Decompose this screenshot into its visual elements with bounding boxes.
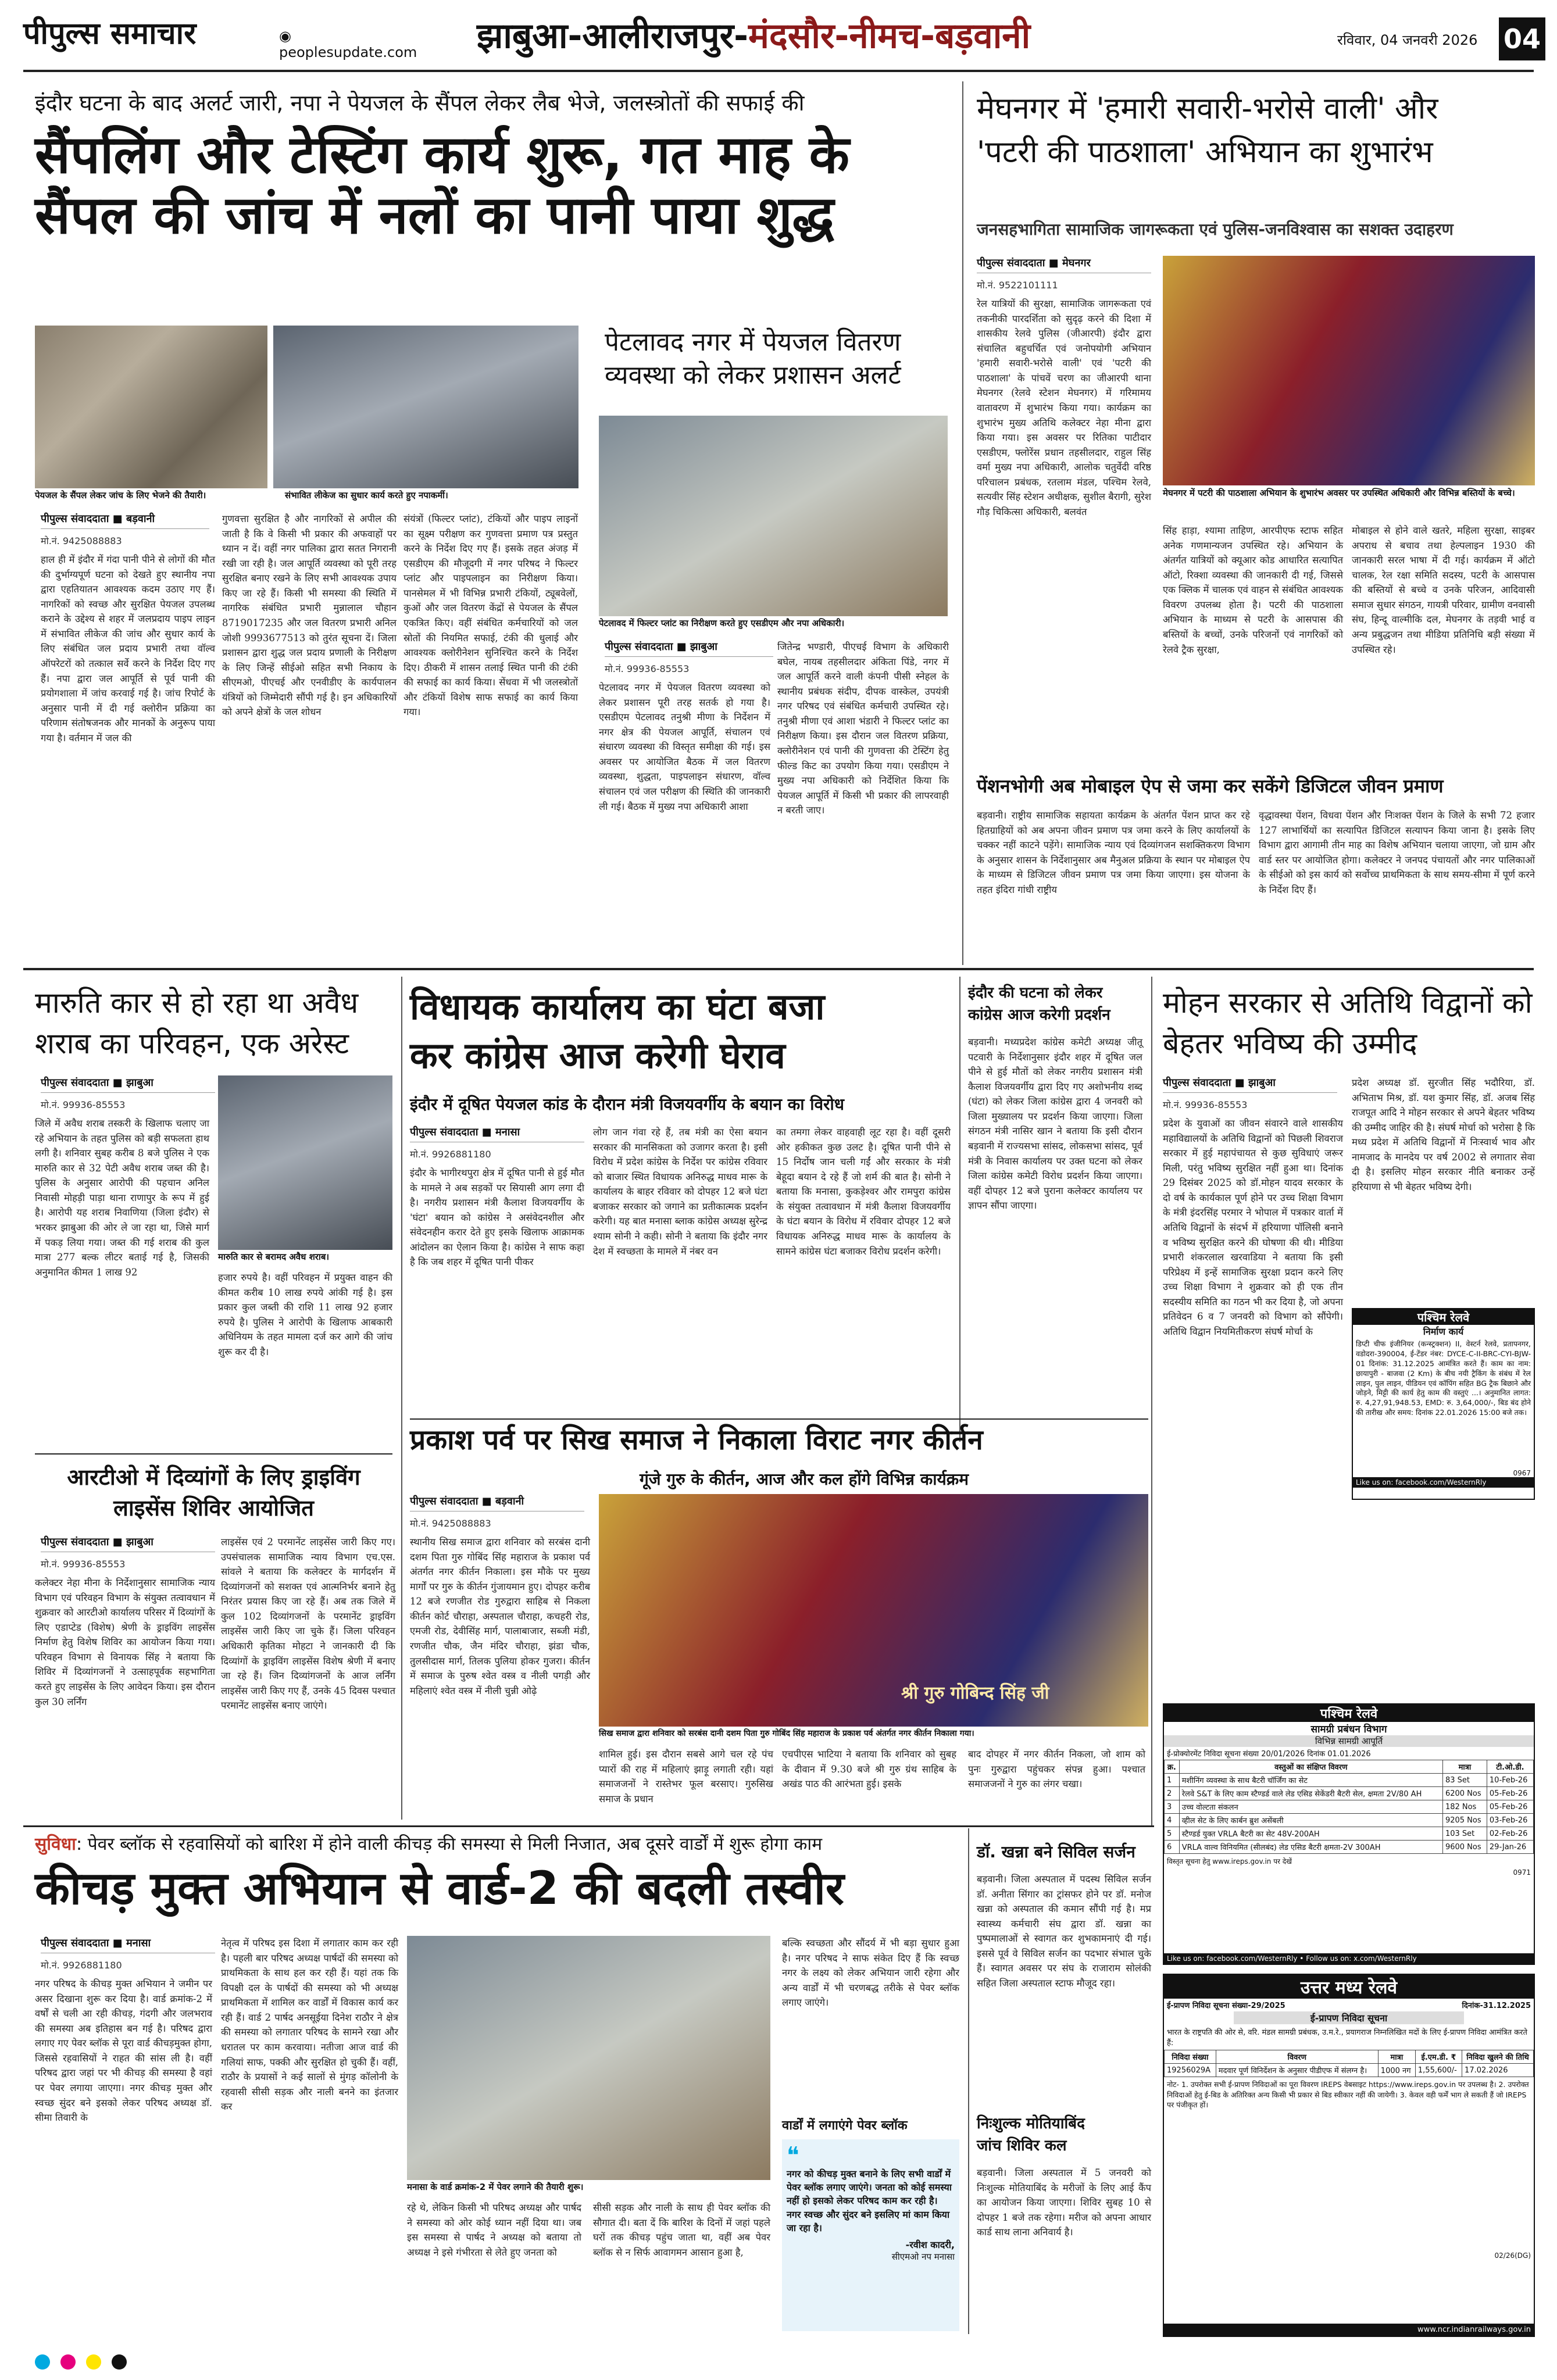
edition-part1: झाबुआ-आलीराजपुर- bbox=[477, 16, 749, 56]
logo bbox=[23, 12, 279, 58]
rto-col1: कलेक्टर नेहा मीना के निर्देशानुसार सामाजिक न्याय विभाग एवं परिवहन विभाग के संयुक्त तत्वावधान में शुक्रवार को आरटीओ कार्यालय परिसर में दिव्यांगों के लिए एडाप्टेड (विशेष) श्रेणी के ड्राइविंग लाइसेंस निर्माण हेतु विशेष शिविर का आयोजन किया गया। परिवहन विभाग से विनायक सिंह ने बताया कि शिविर में दिव्यांगजनों ने उत्साहपूर्वक सहभागिता करते हुए लाइसेंस के लिए आवेदन किया। इस दौरान कुल 30 लर्निंग bbox=[35, 1577, 215, 1707]
date: रविवार, 04 जनवरी 2026 bbox=[1337, 32, 1478, 48]
meghnagar-col3: मोबाइल से होने वाले खतरे, महिला सुरक्षा, साइबर अपराध से बचाव तथा हेल्पलाइन 1930 की जानकारी सरल भाषा में दी गई। कार्यक्रम में ऑटो चालक, रेल रक्षा समिति सदस्य, पटरी के आसपास की बस्तियों से बच्चे व उनके परिजन, आदिवासी समाज सुधार संगठन, गायत्री परिवार, ग्रामीण वनवासी संघ, हिन्दू वाल्मीकि दल, मेघनगर के तड़वी भाई व अन्य प्रबुद्धजन तथा मीडिया प्रतिनिधि बड़ी संख्या में उपस्थित रहे। bbox=[1352, 525, 1535, 655]
lead-col2: गुणवत्ता सुरक्षित है और नागरिकों से अपील की जाती है कि वे किसी भी प्रकार की अफवाहों पर ध्यान न दें। वहीं नगर पालिका द्वारा सतत निगरानी रखी जा रही है। जल आपूर्ति व्यवस्था को पूरी तरह सुरक्षित बनाए रखने के लिए सभी आवश्यक उपाय किए जा रहे हैं। किसी भी समस्या की स्थिति में नागरिक संबंधित प्रभारी मुन्नालाल चौहान 8719017235 और जल वितरण प्रभारी अनिल जोशी 9993677513 को तुरंत सूचना दें। जिला प्रशासन द्वारा शुद्ध जल प्रदाय प्रणाली के निरीक्षण के लिए जिन्हें सीईओ सहित सभी निकाय के सीएमओ, पीएचई और एनवीडीए के कार्यपालन यंत्रियों को जिम्मेदारी सौंपी गई है। इन अधिकारियों को अपने क्षेत्रों के जल शोधन bbox=[222, 513, 397, 718]
table-header: वस्तुओं का संक्षिप्त विवरण bbox=[1179, 1760, 1442, 1774]
cr-note: नोट- 1. उपरोक्त सभी ई-प्रापण निविदाओं का पूरा विवरण IREPS वेबसाइट https://www.ireps.gov.in पर उपलब्ध है। 2. उपरोक्त निविदाओं हेतु ई-बिड के अतिरिक्त अन्य किसी भी प्रकार से बिड स्वीकार नहीं की जायेगी। 3. केवल वही फर्में भाग ले सकती हैं जो IREPS पर पंजीकृत हों। bbox=[1167, 2080, 1529, 2109]
column-divider-2 bbox=[401, 977, 402, 1820]
cr-tender bbox=[1163, 1974, 1535, 2337]
lead-photo-1 bbox=[35, 326, 267, 488]
maruti-mobile: मो.नं. 99936-85553 bbox=[41, 1099, 126, 1110]
vidhayak-sub: इंदौर में दूषित पेयजल कांड के दौरान मंत्री विजयवर्गीय के बयान का विरोध bbox=[410, 1095, 844, 1114]
wr-tender-1 bbox=[1352, 1308, 1535, 1500]
suvidha-col5: बल्कि स्वच्छता और सौंदर्य में भी बड़ा सुधार हुआ है। नगर परिषद ने साफ संकेत दिए हैं कि स्वच्छ नगर के लक्ष्य को लेकर अभियान जारी रहेगा और अन्य वार्डों में भी चरणबद्ध तरीके से पेवर ब्लॉक लगाए जाएंगे। bbox=[782, 1938, 959, 2009]
table-cell: 6200 Nos bbox=[1442, 1787, 1487, 1800]
table-header: निविदा खुलने की तिथि bbox=[1462, 2050, 1534, 2064]
kirtan-caption: सिख समाज द्वारा शनिवार को सरबंस दानी दशम पिता गुरु गोबिंद सिंह महाराज के प्रकाश पर्व अंतर्गत नगर कीर्तन निकाला गया। bbox=[599, 1728, 1148, 1743]
vidhayak-headline-line1: विधायक कार्यालय का घंटा बजा bbox=[410, 985, 825, 1028]
rto-col2: लाइसेंस एवं 2 परमानेंट लाइसेंस जारी किए गए। उपसंचालक सामाजिक न्याय विभाग एच.एस. सांवले ने बताया कि कलेक्टर के मार्गदर्शन में दिव्यांगजनों को सशक्त एवं आत्मनिर्भर बनाने हेतु निरंतर प्रयास किए जा रहे हैं। अब तक जिले में कुल 102 दिव्यांगजनों के परमानेंट ड्राइविंग लाइसेंस जारी किए जा चुके हैं। जिला परिवहन अधिकारी कृतिका मोहटा ने जानकारी दी कि दिव्यांगों के ड्राइविंग लाइसेंस विशेष श्रेणी में बनाए जा रहे हैं। जिन दिव्यांगजनों के आज लर्निंग लाइसेंस जारी किए गए हैं, उनके 45 दिवस पश्चात परमानेंट लाइसेंस बनाए जाएंगे। bbox=[221, 1536, 395, 1711]
petlawad-byline: पीपुल्स संवाददाता ■ झाबुआ bbox=[605, 639, 773, 657]
table-row bbox=[1165, 1814, 1534, 1827]
table-cell: 83 Set bbox=[1442, 1774, 1487, 1787]
suvidha-byline: पीपुल्स संवाददाता ■ मनासा bbox=[41, 1936, 215, 1953]
column-divider bbox=[962, 81, 963, 965]
suvidha-col2: नेतृत्व में परिषद इस दिशा में लगातार काम कर रही है। पहली बार परिषद अध्यक्ष पार्षदों की समस्या को प्राथमिकता के साथ हल कर रही हैं। यहां तक कि विपक्षी दल के पार्षदों की समस्या को भी अध्यक्ष प्राथमिकता में शामिल कर वार्डों में विकास कार्य कर रही हैं। वार्ड 2 पार्षद अनसूईया दिनेश राठौर ने क्षेत्र की समस्या को लगातार परिषद के सामने रखा और धरातल पर काम करवाया। नतीजा आज वार्ड की गलियां साफ, पक्की और सुरक्षित हो चुकी हैं। वहीं, राठौर के प्रयासों ने कई सालों से मुंगड़ कॉलोनी के रहवासी सीसी सड़क और नाली बनने का इंतजार कर bbox=[221, 1938, 398, 2113]
table-cell: 10-Feb-26 bbox=[1487, 1774, 1533, 1787]
lead-mobile: मो.नं. 9425088883 bbox=[41, 535, 122, 546]
cataract-headline bbox=[977, 2113, 1151, 2160]
maruti-col2: हजार रुपये है। वहीं परिवहन में प्रयुक्त वाहन की कीमत करीब 10 लाख रुपये आंकी गई है। इस प्रकार कुल जब्ती की राशि 11 लाख 92 हजार रुपये है। पुलिस ने आरोपी के खिलाफ आबकारी अधिनियम के तहत मामला दर्ज कर आगे की जांच शुरू कर दी है। bbox=[218, 1272, 392, 1357]
cr-web[interactable]: www.ncr.indianrailways.gov.in bbox=[1164, 2324, 1534, 2336]
suvidha-photo bbox=[407, 1936, 770, 2180]
table-cell: 17.02.2026 bbox=[1462, 2064, 1534, 2077]
wr1-no: 0967 bbox=[1513, 1469, 1531, 1477]
wr2-line: ई-प्रोक्योरमेंट निविदा सूचना संख्या 20/01/2026 दिनांक 01.01.2026 bbox=[1167, 1750, 1371, 1759]
table-cell: 1 bbox=[1165, 1774, 1180, 1787]
table-cell: 02-Feb-26 bbox=[1487, 1827, 1533, 1841]
petlawad-photo bbox=[599, 416, 948, 616]
wr1-title: पश्चिम रेलवे bbox=[1353, 1309, 1534, 1325]
table-cell: 2 bbox=[1165, 1787, 1180, 1800]
suvidha-label: सुविधा bbox=[35, 1834, 76, 1854]
khanna-col1: बड़वानी। जिला अस्पताल में पदस्थ सिविल सर्जन डॉ. अनीता सिंगार का ट्रांसफर होने पर डॉ. मनोज खन्ना को अस्पताल की कमान सौंपी गई है। मप्र स्वास्थ्य कर्मचारी संघ द्वारा डॉ. खन्ना का पुष्पमालाओं से स्वागत कर शुभकामनाएं दी गई। इससे पूर्व वे सिविल सर्जन का पदभार संभाल चुके हैं। स्वागत अवसर पर संघ के राजाराम सोलंकी सहित जिला अस्पताल स्टाफ मौजूद रहा। bbox=[977, 1874, 1151, 1989]
table-row bbox=[1165, 2064, 1534, 2077]
rto-rule bbox=[35, 1453, 392, 1455]
suvidha-kicker-text: : पेवर ब्लॉक से रहवासियों को बारिश में होने वाली कीचड़ की समस्या से मिली निजात, अब दूसरे वार्डों में शुरू होगा काम bbox=[76, 1834, 823, 1854]
table-cell: VRLA वाल्व विनियमित (सीलबंद) लेड एसिड बैटरी क्षमता-2V 300AH bbox=[1179, 1841, 1442, 1854]
kirtan-mobile: मो.नं. 9425088883 bbox=[410, 1518, 491, 1529]
lead-headline-line2: सैंपल की जांच में नलों का पानी पाया शुद्ध bbox=[35, 184, 834, 246]
table-cell: 3 bbox=[1165, 1800, 1180, 1814]
cr-notice: ई-प्रापण निविदा सूचना bbox=[1234, 2011, 1464, 2024]
magenta-dot bbox=[60, 2354, 76, 2370]
wr2-web[interactable]: Like us on: facebook.com/WesternRly • Follow us on: x.com/WesternRly bbox=[1164, 1953, 1534, 1964]
table-cell: 4 bbox=[1165, 1814, 1180, 1827]
rto-mobile: मो.नं. 99936-85553 bbox=[41, 1559, 126, 1570]
table-header: टी.ओ.डी. bbox=[1487, 1760, 1533, 1774]
edition-part2: मंदसौर-नीमच-बड़वानी bbox=[748, 16, 1031, 56]
mohan-col1: प्रदेश के युवाओं का जीवन संवारने वाले शासकीय महाविद्यालयों के अतिथि विद्वानों को पिछली शिवराज सरकार में हुई महापंचायत से कुछ सुविधाएं जरूर मिली, परंतु भविष्य सुरक्षित नहीं हुआ था। दिनांक 29 दिसंबर 2025 को डॉ.मोहन यादव सरकार के दो वर्ष के कार्यकाल पूर्ण होने पर उच्च शिक्षा विभाग के मंत्री इंदरसिंह परमार ने भोपाल में पत्रकार वार्ता में अतिथि विद्वानों के संदर्भ में हरियाणा पॉलिसी बनाने व भविष्य सुरक्षित करने की घोषणा की थी। मीडिया प्रभारी शंकरलाल खरवाडिया ने बताया कि इसी परिप्रेक्ष्य में इन्हें सामाजिक सुरक्षा प्रदान करने लिए उच्च शिक्षा विभाग ने शुक्रवार को ही एक तीन सदस्यीय समिति का गठन भी कर दिया है, जो अपना प्रतिवेदन 6 व 7 जनवरी को विभाग को सौंपेगी। अतिथि विद्वान नियमितीकरण संघर्ष मोर्चा के bbox=[1163, 1118, 1343, 1337]
color-registration-marks bbox=[35, 2354, 1523, 2375]
lead-kicker: इंदौर घटना के बाद अलर्ट जारी, नपा ने पेयजल के सैंपल लेकर लैब भेजे, जलस्त्रोतों की सफाई की bbox=[35, 90, 805, 116]
maruti-headline: मारुति कार से हो रहा था अवैध शराब का परिवहन, एक अरेस्ट bbox=[35, 986, 359, 1060]
table-cell: 05-Feb-26 bbox=[1487, 1800, 1533, 1814]
wr2-foot: विस्तृत सूचना हेतु www.ireps.gov.in पर देखें bbox=[1167, 1857, 1292, 1866]
kirtan-sub: गूंजे गुरु के कीर्तन, आज और कल होंगे विभिन्न कार्यक्रम bbox=[640, 1470, 969, 1489]
suvidha-kicker bbox=[35, 1831, 959, 1860]
mohan-col2: प्रदेश अध्यक्ष डॉ. सुरजीत सिंह भदौरिया, डॉ. अभिताभ मिश्र, डॉ. यश कुमार सिंह, डॉ. अजब सिंह राजपूत आदि ने मोहन सरकार से अपने बेहतर भविष्य की उम्मीद जाहिर की है। संघर्ष मोर्चा को भरोसा है कि मध्य प्रदेश में अतिथि विद्वानों में निःस्वार्थ भाव और नामजाद के मानदेय पर वर्ष 2002 से लगातार सेवा दी है। इसलिए मोहन सरकार नीति बनाकर उन्हें हरियाणा से भी बेहतर भविष्य देगी। bbox=[1352, 1077, 1535, 1192]
suvidha-caption: मनासा के वार्ड क्रमांक-2 में पेवर लगाने की तैयारी शुरू। bbox=[407, 2181, 770, 2196]
meghnagar-headline-line2: 'पटरी की पाठशाला' अभियान का शुभारंभ bbox=[977, 135, 1433, 170]
table-cell: व्हील सेट के लिए कार्बन ब्रुश असेंबली bbox=[1179, 1814, 1442, 1827]
cyan-dot bbox=[35, 2354, 50, 2370]
vidhayak-col1: इंदौर के भागीरथपुरा क्षेत्र में दूषित पानी से हुई मौत के मामले ने अब सड़कों पर सियासी आग लगा दी है। नगरीय प्रशासन मंत्री कैलाश विजयवर्गीय के 'घंटा' बयान को कांग्रेस ने असंवेदनशील और संवेदनहीन करार देते हुए इसके खिलाफ आक्रामक आंदोलन का ऐलान किया है। कांग्रेस ने साफ कहा है कि जब शहर में दूषित पानी पीकर bbox=[410, 1167, 584, 1268]
indore-protest-line1: इंदौर की घटना को लेकर bbox=[968, 984, 1103, 1002]
table-header: ई.एम.डी. ₹ bbox=[1415, 2050, 1462, 2064]
meghnagar-mobile: मो.नं. 9522101111 bbox=[977, 280, 1058, 291]
website-text: peoplesupdate.com bbox=[279, 44, 417, 60]
mohan-byline: पीपुल्स संवाददाता ■ झाबुआ bbox=[1163, 1075, 1337, 1093]
cataract-col1: बड़वानी। जिला अस्पताल में 5 जनवरी को निःशुल्क मोतियाबिंद के मरीजों के लिए आई कैंप का आयोजन किया जाएगा। शिविर सुबह 10 से दोपहर 1 बजे तक रहेगा। मरीज को अपना आधार कार्ड साथ लाना अनिवार्य है। bbox=[977, 2167, 1151, 2238]
table-cell: 9600 Nos bbox=[1442, 1841, 1487, 1854]
section-rule-1 bbox=[23, 968, 1534, 970]
table-cell: मशीनिंग व्यवस्था के साथ बैटरी चॉर्जिंग का सेट bbox=[1179, 1774, 1442, 1787]
cr-date: दिनांक-31.12.2025 bbox=[1462, 2002, 1531, 2010]
wr2-sub2: विभिन्न सामग्री आपूर्ति bbox=[1164, 1735, 1534, 1747]
petlawad-caption: पेटलावद में फिल्टर प्लांट का निरीक्षण करते हुए एसडीएम और नपा अधिकारी। bbox=[599, 617, 948, 632]
meghnagar-headline-line1: मेघनगर में 'हमारी सवारी-भरोसे वाली' और bbox=[977, 91, 1438, 126]
rto-byline: पीपुल्स संवाददाता ■ झाबुआ bbox=[41, 1535, 215, 1552]
mohan-mobile: मो.नं. 99936-85553 bbox=[1163, 1099, 1248, 1110]
wr1-sub: निर्माण कार्य bbox=[1423, 1326, 1464, 1337]
vidhayak-mobile: मो.नं. 9926881180 bbox=[410, 1149, 491, 1160]
quote-icon: ❝ bbox=[787, 2142, 799, 2169]
cr-title: उत्तर मध्य रेलवे bbox=[1164, 1975, 1534, 1999]
suvidha-col3: रहे थे, लेकिन किसी भी परिषद अध्यक्ष और पार्षद ने समस्या को ओर कोई ध्यान नहीं दिया था। जब इस समस्या से पार्षद ने अध्यक्ष को बताया तो अध्यक्ष ने इसे गंभीरता से लेते हुए जनता को bbox=[407, 2202, 581, 2258]
suvidha-box-title: वार्डों में लगाएंगे पेवर ब्लॉक bbox=[782, 2118, 908, 2133]
lead-photo-2 bbox=[273, 326, 578, 488]
maruti-caption: मारुति कार से बरामद अवैध शराब। bbox=[218, 1251, 392, 1266]
table-cell: उच्च वोल्टता संकलन bbox=[1179, 1800, 1442, 1814]
kirtan-headline: प्रकाश पर्व पर सिख समाज ने निकाला विराट नगर कीर्तन bbox=[410, 1424, 983, 1456]
kirtan-banner: श्री गुरु गोबिन्द सिंह जी bbox=[901, 1683, 1049, 1703]
table-cell: स्टैण्डर्ड युक्त VRLA बैटरी का सेट 48V-200AH bbox=[1179, 1827, 1442, 1841]
table-cell: रेलवे S&T के लिए काम स्टैण्डर्ड वाले लेड एसिड सेकेंडरी बैटरी सेल, क्षमता 2V/80 AH bbox=[1179, 1787, 1442, 1800]
lead-headline-line1: सैंपलिंग और टेस्टिंग कार्य शुरू, गत माह के bbox=[35, 124, 849, 185]
table-cell: 182 Nos bbox=[1442, 1800, 1487, 1814]
vidhayak-col3: का तमगा लेकर वाहवाही लूट रहा है। वहीं दूसरी ओर हकीकत कुछ उलट है। दूषित पानी पीने से 15 निर्दोष जान चली गईं और सरकार के मंत्री बेहूदा बयान दे रहे हैं जो शर्म की बात है। सोनी ने बताया कि मनासा, कुकड़ेश्वर और रामपुरा कांग्रेस के संयुक्त तत्वावधान में मंत्री कैलाश विजयवर्गीय के घंटा बयान के विरोध में रविवार दोपहर 12 बजे विधायक अनिरुद्ध माधव मारू के कार्यालय के सामने कांग्रेस घंटा बजाकर विरोध प्रदर्शन करेगी। bbox=[776, 1127, 951, 1257]
meghnagar-col1: रेल यात्रियों की सुरक्षा, सामाजिक जागरूकता एवं तकनीकी पारदर्शिता को सुदृढ़ करने की दिशा में शासकीय रेलवे पुलिस (जीआरपी) इंदौर द्वारा संचालित बहुचर्चित एवं जनोपयोगी अभियान 'हमारी सवारी-भरोसे वाली' एवं 'पटरी की पाठशाला' के पांचवें चरण का जीआरपी थाना मेघनगर (रेलवे स्टेशन मेघनगर) में गरिमामय वातावरण में शुभारंभ किया गया। कार्यक्रम का शुभारंभ मुख्य अतिथि कलेक्टर नेहा मीना द्वारा किया गया। इस अवसर पर रितिका पाटीदार एसडीएम, फ्लोरेंस प्रधान तहसीलदार, राहुल सिंह वर्मा मुख्य नपा अधिकारी, आलोक चतुर्वेदी वरिष्ठ परिचालन प्रबंधक, रतलाम मंडल, पश्चिम रेलवे, सत्यवीर सिंह स्टेशन अधीक्षक, सुशील बैरागी, सुरेश गौड़ चिकित्सा अधिकारी, बलवंत bbox=[977, 298, 1151, 517]
table-cell: 9205 Nos bbox=[1442, 1814, 1487, 1827]
globe-icon: ◉ bbox=[279, 28, 291, 44]
quote-role: सीएमओ नप मनासा bbox=[891, 2251, 955, 2262]
cr-table bbox=[1164, 2050, 1534, 2077]
logo-text: पीपुल्स समाचार bbox=[23, 16, 197, 51]
khanna-headline: डॉ. खन्ना बने सिविल सर्जन bbox=[977, 1842, 1135, 1861]
suvidha-mobile: मो.नं. 9926881180 bbox=[41, 1960, 122, 1971]
column-divider-3 bbox=[959, 977, 960, 1442]
table-row bbox=[1165, 1827, 1534, 1841]
table-row bbox=[1165, 1774, 1534, 1787]
table-header: निविदा संख्या bbox=[1165, 2050, 1216, 2064]
suvidha-headline: कीचड़ मुक्त अभियान से वार्ड-2 की बदली तस्वीर bbox=[35, 1863, 844, 1915]
meghnagar-byline: पीपुल्स संवाददाता ■ मेघनगर bbox=[977, 256, 1151, 273]
petlawad-col2: जितेन्द्र भण्डारी, पीएचई विभाग के अधिकारी बघेल, नायब तहसीलदार अंकिता पिंडे, नगर में जल आपूर्ति करने वाली कंपनी पीसी स्नेहल के स्थानीय प्रबंधक संदीप, दीपक वास्केल, उपयंत्री नगर परिषद एवं संबंधित कर्मचारी उपस्थित रहे। तनुश्री मीणा एवं आशा भंडारी ने फिल्टर प्लांट का निरीक्षण किया। इस दौरान जल वितरण प्रक्रिया, क्लोरीनेशन एवं पानी की गुणवत्ता की टेस्टिंग हेतु फील्ड किट का उपयोग किया गया। एसडीएम ने मुख्य नपा अधिकारी को निर्देशित किया कि पेयजल आपूर्ति में किसी भी प्रकार की लापरवाही न बरती जाए। bbox=[777, 641, 949, 816]
table-header: विवरण bbox=[1216, 2050, 1378, 2064]
vidhayak-headline-line2: कर कांग्रेस आज करेगी घेराव bbox=[410, 1034, 785, 1077]
quote-box bbox=[782, 2139, 959, 2331]
mohan-headline: मोहन सरकार से अतिथि विद्वानों को बेहतर भविष्य की उम्मीद bbox=[1163, 986, 1533, 1060]
yellow-dot bbox=[86, 2354, 101, 2370]
meghnagar-caption: मेघनगर में पटरी की पाठशाला अभियान के शुभारंभ अवसर पर उपस्थित अधिकारी और विभिन्न बस्तियों के बच्चे। bbox=[1163, 487, 1535, 520]
section-rule-2 bbox=[23, 1825, 1154, 1827]
vidhayak-byline: पीपुल्स संवाददाता ■ मनासा bbox=[410, 1125, 584, 1142]
table-cell: 03-Feb-26 bbox=[1487, 1814, 1533, 1827]
wr2-sub: सामग्री प्रबंधन विभाग bbox=[1310, 1724, 1387, 1735]
wr2-table bbox=[1164, 1760, 1534, 1854]
meghnagar-headline bbox=[977, 87, 1535, 198]
meghnagar-col2: सिंह हाड़ा, श्यामा ताहिण, आरपीएफ स्टाफ सहित अनेक गणमान्यजन उपस्थित रहे। अभियान के अंतर्गत यात्रियों को क्यूआर कोड आधारित सत्यापित ऑटो, रिक्शा व्यवस्था की जानकारी दी गई, जिससे एक क्लिक में चालक एवं वाहन से संबंधित आवश्यक विवरण उपलब्ध होता है। पटरी की पाठशाला अभियान के माध्यम से पटरी के आसपास की बस्तियों के बच्चों, उनके परिजनों एवं नागरिकों को रेलवे ट्रैक सुरक्षा, bbox=[1163, 525, 1343, 655]
lead-byline: पीपुल्स संवाददाता ■ बड़वानी bbox=[41, 512, 209, 529]
lead-caption-2: संभावित लीकेज का सुधार कार्य करते हुए नपाकर्मी। bbox=[285, 489, 587, 506]
cr-no: ई-प्रापण निविदा सूचना संख्या-29/2025 bbox=[1167, 2002, 1285, 2010]
masthead-rule bbox=[23, 70, 1534, 72]
quote-by: -रवीश कादरी, bbox=[905, 2239, 955, 2250]
lead-col3: संयंत्रों (फिल्टर प्लांट), टंकियों और पाइप लाइनों का सूक्ष्म परीक्षण कर गुणवत्ता प्रमाण पत्र प्रस्तुत करने के निर्देश दिए गए हैं। इसके तहत अंजड़ में एसडीएम की मौजूदगी में नगर परिषद ने फिल्टर प्लांट और पाइपलाइन का निरीक्षण किया। पानसेमल में भी विभिन्न प्रभारी टंकियों, ट्यूबवेलों, कुओं और जल वितरण केंद्रों से पेयजल के सैंपल एकत्रित किए। वहीं संबंधित कर्मचारियों को जल स्रोतों की नियमित सफाई, टंकी की धुलाई और आवश्यक क्लोरीनेशन सुनिश्चित करने के निर्देश दिए। ठीकरी में शासन तलाई स्थित पानी की टंकी की सफाई का कार्य किया। सेंधवा में भी जलस्त्रोतों और टंकियों विशेष साफ सफाई का कार्य किया गया। bbox=[403, 513, 578, 718]
table-row bbox=[1165, 1841, 1534, 1854]
table-cell: 1000 नग bbox=[1378, 2064, 1415, 2077]
cataract-line1: निःशुल्क मोतियाबिंद bbox=[977, 2115, 1085, 2132]
petlawad-headline: पेटलावद नगर में पेयजल वितरण व्यवस्था को लेकर प्रशासन अलर्ट bbox=[605, 327, 901, 391]
table-cell: 5 bbox=[1165, 1827, 1180, 1841]
kirtan-col1: स्थानीय सिख समाज द्वारा शनिवार को सरबंस दानी दशम पिता गुरु गोबिंद सिंह महाराज के प्रकाश पर्व अंतर्गत नगर कीर्तन निकाला। इस मौके पर मुख्य मार्गों पर गुरु के कीर्तन गुंजायमान हुए। दोपहर करीब 12 बजे रणजीत रोड गुरुद्वारा साहिब से निकला कीर्तन कोर्ट चौराहा, अस्पताल चौराहा, कचहरी रोड, एमजी रोड, देवीसिंह मार्ग, पालाबाजार, सब्जी मंडी, रणजीत चौक, जैन मंदिर चौराहा, झंडा चौक, तुलसीदास मार्ग, तिलक पुलिया होकर गुजरा। कीर्तन में समाज के पुरुष श्वेत वस्त्र व नीली पगड़ी और महिलाएं श्वेत वस्त्र में नीली चुन्नी ओढ़े bbox=[410, 1536, 590, 1696]
kirtan-col2: शामिल हुई। इस दौरान सबसे आगे चल रहे पंच प्यारों की राह में महिलाएं झाड़ू लगाती रही। यहां समाजजनों ने रास्तेभर फूल बरसाए। गुरुसिख समाज के प्रधान bbox=[599, 1749, 773, 1804]
meghnagar-sub: जनसहभागिता सामाजिक जागरूकता एवं पुलिस-जनविश्वास का सशक्त उदाहरण bbox=[977, 220, 1454, 239]
table-cell: 6 bbox=[1165, 1841, 1180, 1854]
petlawad-col1: पेटलावद नगर में पेयजल वितरण व्यवस्था को लेकर प्रशासन पूरी तरह सतर्क हो गया है। एसडीएम पेटलावद तनुश्री मीणा के निर्देशन में नगर क्षेत्र की पेयजल आपूर्ति, संचालन एवं संधारण व्यवस्था की विस्तृत समीक्षा की गई। इस अवसर पर आयोजित बैठक में जल वितरण व्यवस्था, शुद्धता, पाइपलाइन संधारण, वॉल्व संचालन एवं जल परीक्षण की स्थिति की जानकारी ली गई। बैठक में मुख्य नपा अधिकारी आशा bbox=[599, 682, 770, 812]
cataract-line2: जांच शिविर कल bbox=[977, 2136, 1067, 2154]
kirtan-byline: पीपुल्स संवाददाता ■ बड़वानी bbox=[410, 1494, 584, 1511]
kirtan-photo bbox=[599, 1494, 1148, 1727]
cr-text: भारत के राष्ट्रपति की ओर से, वरि. मंडल सामग्री प्रबंधक, उ.म.रे., प्रयागराज निम्नलिखित मदों के लिए ई-प्रापण निविदा आमंत्रित करते हैं: bbox=[1167, 2028, 1527, 2047]
vidhayak-col2: लोग जान गंवा रहे हैं, तब मंत्री का ऐसा बयान सरकार की मानसिकता को उजागर करता है। इसी विरोध में प्रदेश कांग्रेस के निर्देश पर कांग्रेस रविवार को बाजार स्थित विधायक अनिरुद्ध माधव मारू के कार्यालय के बाहर रविवार को दोपहर 12 बजे घंटा बजाकर सरकार को जगाने का प्रतीकात्मक प्रदर्शन करेगी। यह बात मनासा ब्लाक कांग्रेस अध्यक्ष सुरेन्द्र श्याम सोनी ने कही। सोनी ने बताया कि इंदौर नगर देश में स्वच्छता के मामले में नंबर वन bbox=[593, 1127, 767, 1257]
wr1-text: डिप्टी चीफ इंजीनियर (कन्स्ट्रक्शन) II, वेस्टर्न रेलवे, प्रतापनगर, वडोदरा-390004, ई-टेंडर नंबर: DYCE-C-II-BRC-CYI-BJW-01 दिनांक: 31.12.2025 आमंत्रित करते हैं। काम का नाम: छायापुरी - बाजवा (2 Km) के बीच नयी ट्रैकिंग के संबंध में रेल लाइन, पुल लाइन, पीडियन एवं कॉपिंग सहित BG ट्रैक बिछाने और जोड़ने, मिट्टी की कार्य हेतु काम की वस्तुएं ...। अनुमानित लागत: रु. 4,27,91,948.53, EMD: रु. 3,64,000/-, बिड बंद होने की तारीख और समय: दिनांक 22.01.2026 15:00 बजे तक। bbox=[1356, 1339, 1531, 1417]
petlawad-mobile: मो.नं. 99936-85553 bbox=[605, 663, 690, 674]
wr2-no: 0971 bbox=[1513, 1868, 1531, 1877]
wr2-title: पश्चिम रेलवे bbox=[1164, 1704, 1534, 1722]
pension-headline: पेंशनभोगी अब मोबाइल ऐप से जमा कर सकेंगे डिजिटल जीवन प्रमाण bbox=[977, 775, 1444, 797]
rto-headline: आरटीओ में दिव्यांगों के लिए ड्राइविंग लाइसेंस शिविर आयोजित bbox=[67, 1464, 360, 1521]
maruti-col1: जिले में अवैध शराब तस्करी के खिलाफ चलाए जा रहे अभियान के तहत पुलिस को बड़ी सफलता हाथ लगी है। शनिवार सुबह करीब 8 बजे पुलिस ने एक मारुति कार से 32 पेटी अवैध शराब जब्त की है। पुलिस के अनुसार आरोपी की पहचान अनिल निवासी मोहड़ी पाड़ा थाना राणापुर के रूप में हुई है। आरोपी यह शराब निवाणिया (जिला इंदौर) से भरकर झाबुआ की ओर ले जा रहा था, जिसे मार्ग में पकड़ लिया गया। जब्त की गई शराब की कुल मात्रा 277 बल्क लीटर बताई गई है, जिसकी अनुमानित कीमत 1 लाख 92 bbox=[35, 1118, 209, 1278]
page-number: 04 bbox=[1499, 17, 1545, 60]
masthead bbox=[0, 0, 1557, 70]
kirtan-rule bbox=[410, 1418, 1148, 1420]
suvidha-col1: नगर परिषद के कीचड़ मुक्त अभियान ने जमीन पर असर दिखाना शुरू कर दिया है। वार्ड क्रमांक-2 में वर्षों से चली आ रही कीचड़, गंदगी और जलभराव की समस्या अब इतिहास बन गई है। परिषद द्वारा लगाए गए पेवर ब्लॉक से पूरा वार्ड कीचड़मुक्त होगा, जिससे रहवासियों ने राहत की सांस ली है। वहीं परिषद द्वारा जहां पर भी कीचड़ की समस्या है वहां पर पेवर लगाया जाएगा। नगर कीचड़ मुक्त और स्वच्छ सुंदर बने इसको लेकर परिषद अध्यक्ष डॉ. सीमा तिवारी के bbox=[35, 1978, 212, 2124]
table-header: मात्रा bbox=[1378, 2050, 1415, 2064]
edition-title bbox=[477, 10, 1302, 63]
meghnagar-photo bbox=[1163, 256, 1535, 485]
lead-headline bbox=[35, 125, 954, 323]
wr1-web[interactable]: Like us on: facebook.com/WesternRly bbox=[1353, 1477, 1534, 1488]
black-dot bbox=[112, 2354, 127, 2370]
column-divider-4 bbox=[1151, 977, 1152, 1825]
wr-tender-2 bbox=[1163, 1703, 1535, 1965]
lead-col1: हाल ही में इंदौर में गंदा पानी पीने से लोगों की मौत की दुर्भाग्यपूर्ण घटना को देखते हुए स्थानीय नपा द्वारा एहतियातन आवश्यक कदम उठाए गए हैं। नागरिकों को स्वच्छ और सुरक्षित पेयजल उपलब्ध कराने के उद्देश्य से शहर में जलप्रदाय पाइप लाइन में संभावित लीकेज की जांच और सुधार कार्य के लिए संबंधित जल प्रदाय प्रभारी तथा वॉल्व ऑपरेटरों को तत्काल सर्वे करने के निर्देश दिए गए हैं। नपा द्वारा जल आपूर्ति से पूर्व पानी की प्रयोगशाला में जांच करवाई गई है। जांच रिपोर्ट के अनुसार पानी में दी गई क्लोरीन प्रक्रिया का परिणाम संतोषजनक और मानकों के अनुरूप पाया गया है। वर्तमान में जल की bbox=[41, 554, 215, 744]
table-header: क्र. bbox=[1165, 1760, 1180, 1774]
suvidha-col4: सीसी सड़क और नाली के साथ ही पेवर ब्लॉक की सौगात दी। बता दें कि बारिश के दिनों में जहां पहले घरों तक कीचड़ पहुंच जाता था, वहीं अब पेवर ब्लॉक से न सिर्फ आवागमन आसान हुआ है, bbox=[593, 2202, 770, 2258]
maruti-byline: पीपुल्स संवाददाता ■ झाबुआ bbox=[41, 1075, 215, 1093]
table-cell: मदवार पूर्ण विनिर्देशन के अनुसार पीडीएफ में संलग्न है। bbox=[1216, 2064, 1378, 2077]
cr-no2: 02/26(DG) bbox=[1494, 2252, 1531, 2260]
kirtan-col4: बाद दोपहर में नगर कीर्तन निकला, जो शाम को पुनः गुरुद्वारा पहुंचकर संपन्न हुआ। पश्चात समाजजनों ने गुरु का लंगर चखा। bbox=[968, 1749, 1145, 1790]
indore-protest-line2: कांग्रेस आज करेगी प्रदर्शन bbox=[968, 1006, 1110, 1024]
kirtan-col3: एचपीएस भाटिया ने बताया कि शनिवार को सुबह के दीवान में 9.30 बजे श्री गुरु ग्रंथ साहिब के अखंड पाठ की आरंभता हुई। इसके bbox=[782, 1749, 956, 1790]
quote-text: नगर को कीचड़ मुक्त बनाने के लिए सभी वार्डों में पेवर ब्लॉक लगाए जाएंगे। जनता को कोई समस्या नहीं हो इसको लेकर परिषद काम कर रही है। नगर स्वच्छ और सुंदर बने इसलिए मां काम किया जा रहा है। bbox=[787, 2168, 952, 2234]
pension-col2: वृद्धावस्था पेंशन, विधवा पेंशन और निःशक्त पेंशन के जिले के सभी 72 हजार 127 लाभार्थियों का सत्यापित डिजिटल सत्यापन किया जाना है। इसके लिए विभाग द्वारा आगामी तीन माह का विशेष अभियान चलाया जाएगा, जो ग्राम और वार्ड स्तर पर आयोजित होगा। कलेक्टर ने जनपद पंचायतों और नगर पालिकाओं के सीईओ को इस कार्य को सर्वोच्च प्राथमिकता के साथ समय-सीमा में पूर्ण करने के निर्देश दिए हैं। bbox=[1259, 810, 1535, 895]
table-row bbox=[1165, 1787, 1534, 1800]
table-header: मात्रा bbox=[1442, 1760, 1487, 1774]
maruti-photo bbox=[218, 1075, 392, 1250]
table-cell: 29-Jan-26 bbox=[1487, 1841, 1533, 1854]
vidhayak-headline bbox=[410, 982, 951, 1087]
lead-caption-1: पेयजल के सैंपल लेकर जांच के लिए भेजने की तैयारी। bbox=[35, 489, 279, 506]
table-cell: 19256029A bbox=[1165, 2064, 1216, 2077]
table-row bbox=[1165, 1800, 1534, 1814]
website[interactable] bbox=[279, 28, 430, 60]
indore-protest-col1: बड़वानी। मध्यप्रदेश कांग्रेस कमेटी अध्यक्ष जीतू पटवारी के निर्देशानुसार इंदौर शहर में दूषित जल पीने से हुई मौतों को लेकर नगरीय प्रशासन मंत्री कैलाश विजयवर्गीय द्वारा दिए गए अशोभनीय शब्द (घंटा) को लेकर जिला कांग्रेस द्वारा 4 जनवरी को जिला मुख्यालय पर प्रदर्शन किया जाएगा। जिला संगठन मंत्री नासिर खान ने बताया कि इसी दौरान बड़वानी में राज्यसभा सांसद, लोकसभा सांसद, पूर्व मंत्री के निवास कार्यालय पर उक्त घटना को लेकर जिला कांग्रेस कमेटी विरोध प्रदर्शन किया जाएगा। वहीं दोपहर 12 बजे पुराना कलेक्टर कार्यालय पर ज्ञापन सौंपा जाएगा। bbox=[968, 1037, 1142, 1212]
table-cell: 103 Set bbox=[1442, 1827, 1487, 1841]
indore-protest-headline bbox=[968, 982, 1142, 1029]
table-cell: 05-Feb-26 bbox=[1487, 1787, 1533, 1800]
table-cell: 1,55,600/- bbox=[1415, 2064, 1462, 2077]
column-divider-5 bbox=[968, 1828, 969, 2334]
pension-col1: बड़वानी। राष्ट्रीय सामाजिक सहायता कार्यक्रम के अंतर्गत पेंशन प्राप्त कर रहे हितग्राहियों को अब अपना जीवन प्रमाण पत्र जमा करने के लिए कार्यालयों के चक्कर नहीं काटने पड़ेंगे। सामाजिक न्याय एवं दिव्यांगजन सशक्तिकरण विभाग के अनुसार शासन के निर्देशानुसार अब मैनुअल प्रक्रिया के स्थान पर मोबाइल ऐप के माध्यम से डिजिटल जीवन प्रमाण पत्र जमा किया जाएगा। इस योजना के तहत इंदिरा गांधी राष्ट्रीय bbox=[977, 810, 1250, 895]
